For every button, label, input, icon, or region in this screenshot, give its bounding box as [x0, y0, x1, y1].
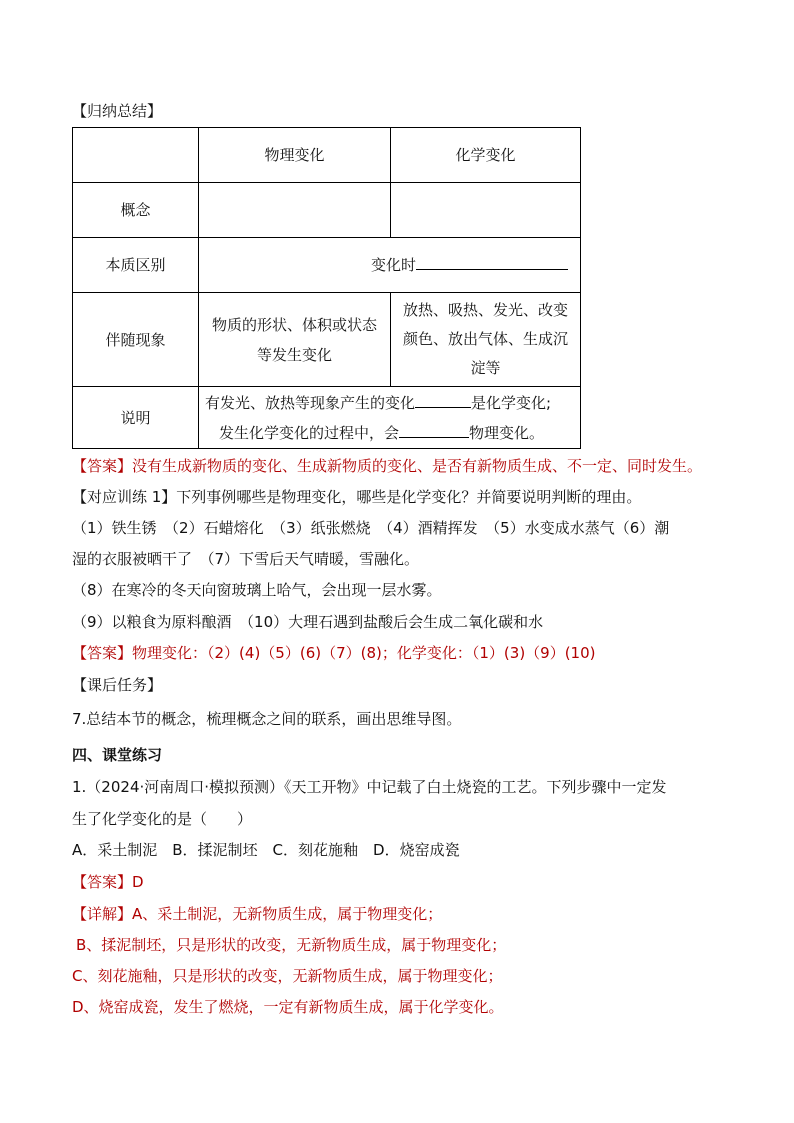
- detail-c: C、刻花施釉，只是形状的改变，无新物质生成，属于物理变化；: [72, 967, 503, 985]
- note-line-1-start: 有发光、放热等现象产生的变化: [205, 393, 416, 412]
- chem-phenomena-line-3: 淀等: [470, 359, 501, 377]
- summary-table: [72, 127, 581, 449]
- table-row-label-note: 说明: [73, 387, 199, 449]
- table-header-chemical: 化学变化: [391, 128, 581, 183]
- table-row-label-concept: 概念: [73, 183, 199, 238]
- note-line-2: [205, 418, 576, 448]
- detail-d: D、烧窑成瓷，发生了燃烧，一定有新物质生成，属于化学变化。: [72, 998, 504, 1016]
- table-cell-essence: [199, 238, 581, 293]
- note-line-2-start: 发生化学变化的过程中，会: [219, 423, 400, 442]
- essence-blank: [416, 255, 568, 270]
- chem-phenomena-line-2: 颜色、放出气体、生成沉: [402, 330, 568, 348]
- task-7: 7.总结本节的概念，梳理概念之间的联系，画出思维导图。: [72, 710, 462, 728]
- note-line-2-end: 物理变化。: [469, 423, 545, 442]
- section-4-heading: 四、课堂练习: [72, 746, 163, 764]
- exercise-1-title: 【对应训练 1】下列事例哪些是物理变化，哪些是化学变化？并简要说明判断的理由。: [72, 488, 642, 506]
- table-cell-concept-chemical: [391, 183, 581, 238]
- table-corner-cell: [73, 128, 199, 183]
- table-cell-note: [199, 387, 581, 449]
- note-line-1: [205, 388, 576, 418]
- answer-2: 【答案】物理变化：（2）(4)（5）(6)（7）(8)；化学变化：（1）(3)（9）(10): [72, 644, 596, 662]
- table-cell-concept-physical: [199, 183, 391, 238]
- table-row-label-phenomena: 伴随现象: [73, 293, 199, 387]
- table-cell-phenomena-physical: 物质的形状、体积或状态等发生变化: [199, 293, 391, 387]
- note-blank-1: [415, 393, 471, 408]
- exercise-1-line-3: （8）在寒冷的冬天向窗玻璃上哈气，会出现一层水雾。: [72, 581, 442, 599]
- detail-a: 【详解】A、采土制泥，无新物质生成，属于物理变化；: [72, 905, 443, 923]
- chem-phenomena-line-1: 放热、吸热、发光、改变: [402, 301, 568, 319]
- note-line-1-end: 是化学变化;: [471, 393, 552, 412]
- answer-1: 【答案】没有生成新物质的变化、生成新物质的变化、是否有新物质生成、不一定、同时发生。: [72, 457, 703, 475]
- after-class-heading: 【课后任务】: [72, 676, 163, 694]
- essence-text: 变化时: [370, 256, 416, 274]
- detail-b: B、揉泥制坯，只是形状的改变，无新物质生成，属于物理变化；: [76, 936, 507, 954]
- question-1-options: A．采土制泥 B．揉泥制坯 C．刻花施釉 D．烧窑成瓷: [72, 841, 460, 859]
- exercise-1-line-2: 湿的衣服被晒干了 （7）下雪后天气晴暖，雪融化。: [72, 550, 420, 568]
- note-blank-2: [399, 423, 469, 438]
- exercise-1-line-1: （1）铁生锈 （2）石蜡熔化 （3）纸张燃烧 （4）酒精挥发 （5）水变成水蒸气（6）潮: [72, 519, 670, 537]
- exercise-1-line-4: （9）以粮食为原料酿酒 （10）大理石遇到盐酸后会生成二氧化碳和水: [72, 613, 544, 631]
- table-cell-phenomena-chemical: [391, 293, 581, 387]
- table-row-label-essence: 本质区别: [73, 238, 199, 293]
- answer-3: 【答案】D: [72, 873, 144, 891]
- summary-heading: 【归纳总结】: [72, 102, 163, 120]
- table-header-physical: 物理变化: [199, 128, 391, 183]
- question-1-line-2: 生了化学变化的是（ ）: [72, 810, 253, 828]
- question-1-line-1: 1.（2024·河南周口·模拟预测）《天工开物》中记载了白土烧瓷的工艺。下列步骤中一定发: [72, 778, 667, 796]
